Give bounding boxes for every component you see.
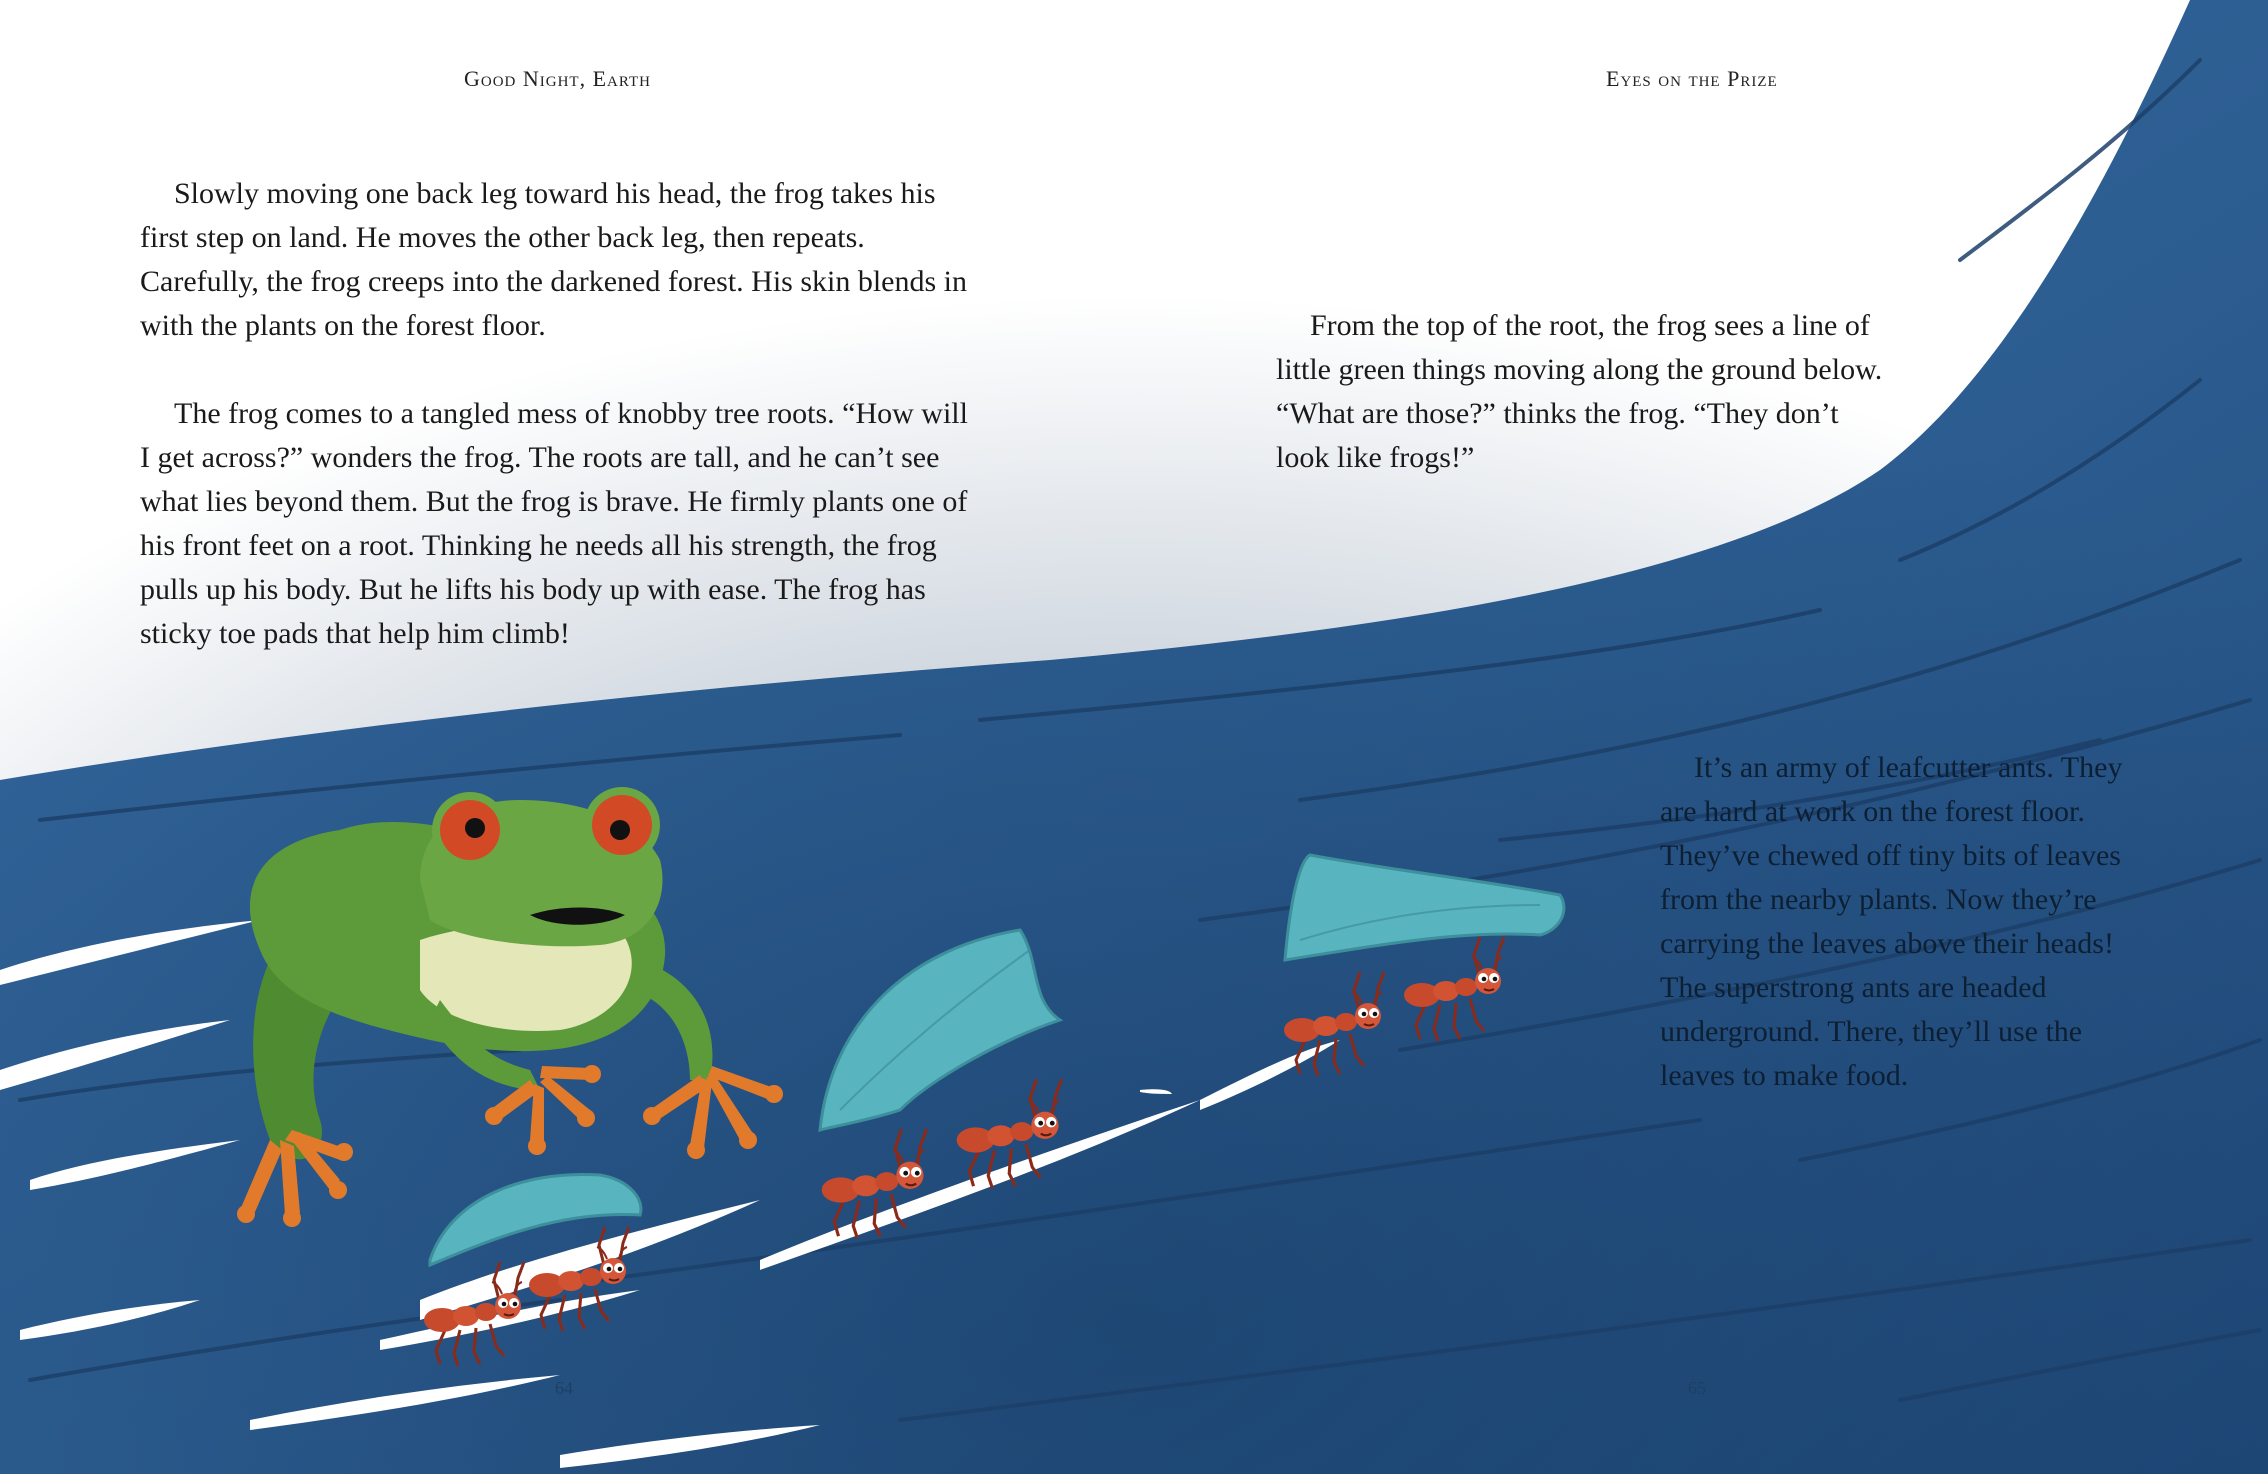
page-number-right: 65 [1688,1378,1706,1398]
running-head-right: Eyes on the Prize [1606,66,1778,91]
page-number-left: 64 [555,1378,573,1398]
left-paragraph-2: The frog comes to a tangled mess of knobby tree roots. “How will I get across?” wonders the frog. The roots are tall, and he can’t see what lies beyond them. But the frog is brave. He firmly plants one of his front feet on a root. Thinking he needs all his strength, the frog pulls up his body. But he lifts his body up with ease. The frog has sticky toe pads that help him climb! [140,397,968,650]
right-paragraph-2: It’s an army of leafcutter ants. They are hard at work on the forest floor. They’ve chewed off tiny bits of leaves from the nearby plants. Now they’re carrying the leaves above their heads! The superstrong ants are headed underground. There, they’ll use the leaves to make food. [1660,751,2123,1092]
running-head-left: Good Night, Earth [464,66,651,91]
left-paragraph-1: Slowly moving one back leg toward his head, the frog takes his first step on land. He moves the other back leg, then repeats. Carefully, the frog creeps into the darkened forest. His skin blends in with the plants on the forest floor. [140,177,967,342]
right-paragraph-1: From the top of the root, the frog sees a line of little green things moving along the ground below. “What are those?” thinks the frog. “They don’t look like frogs!” [1276,309,1883,474]
